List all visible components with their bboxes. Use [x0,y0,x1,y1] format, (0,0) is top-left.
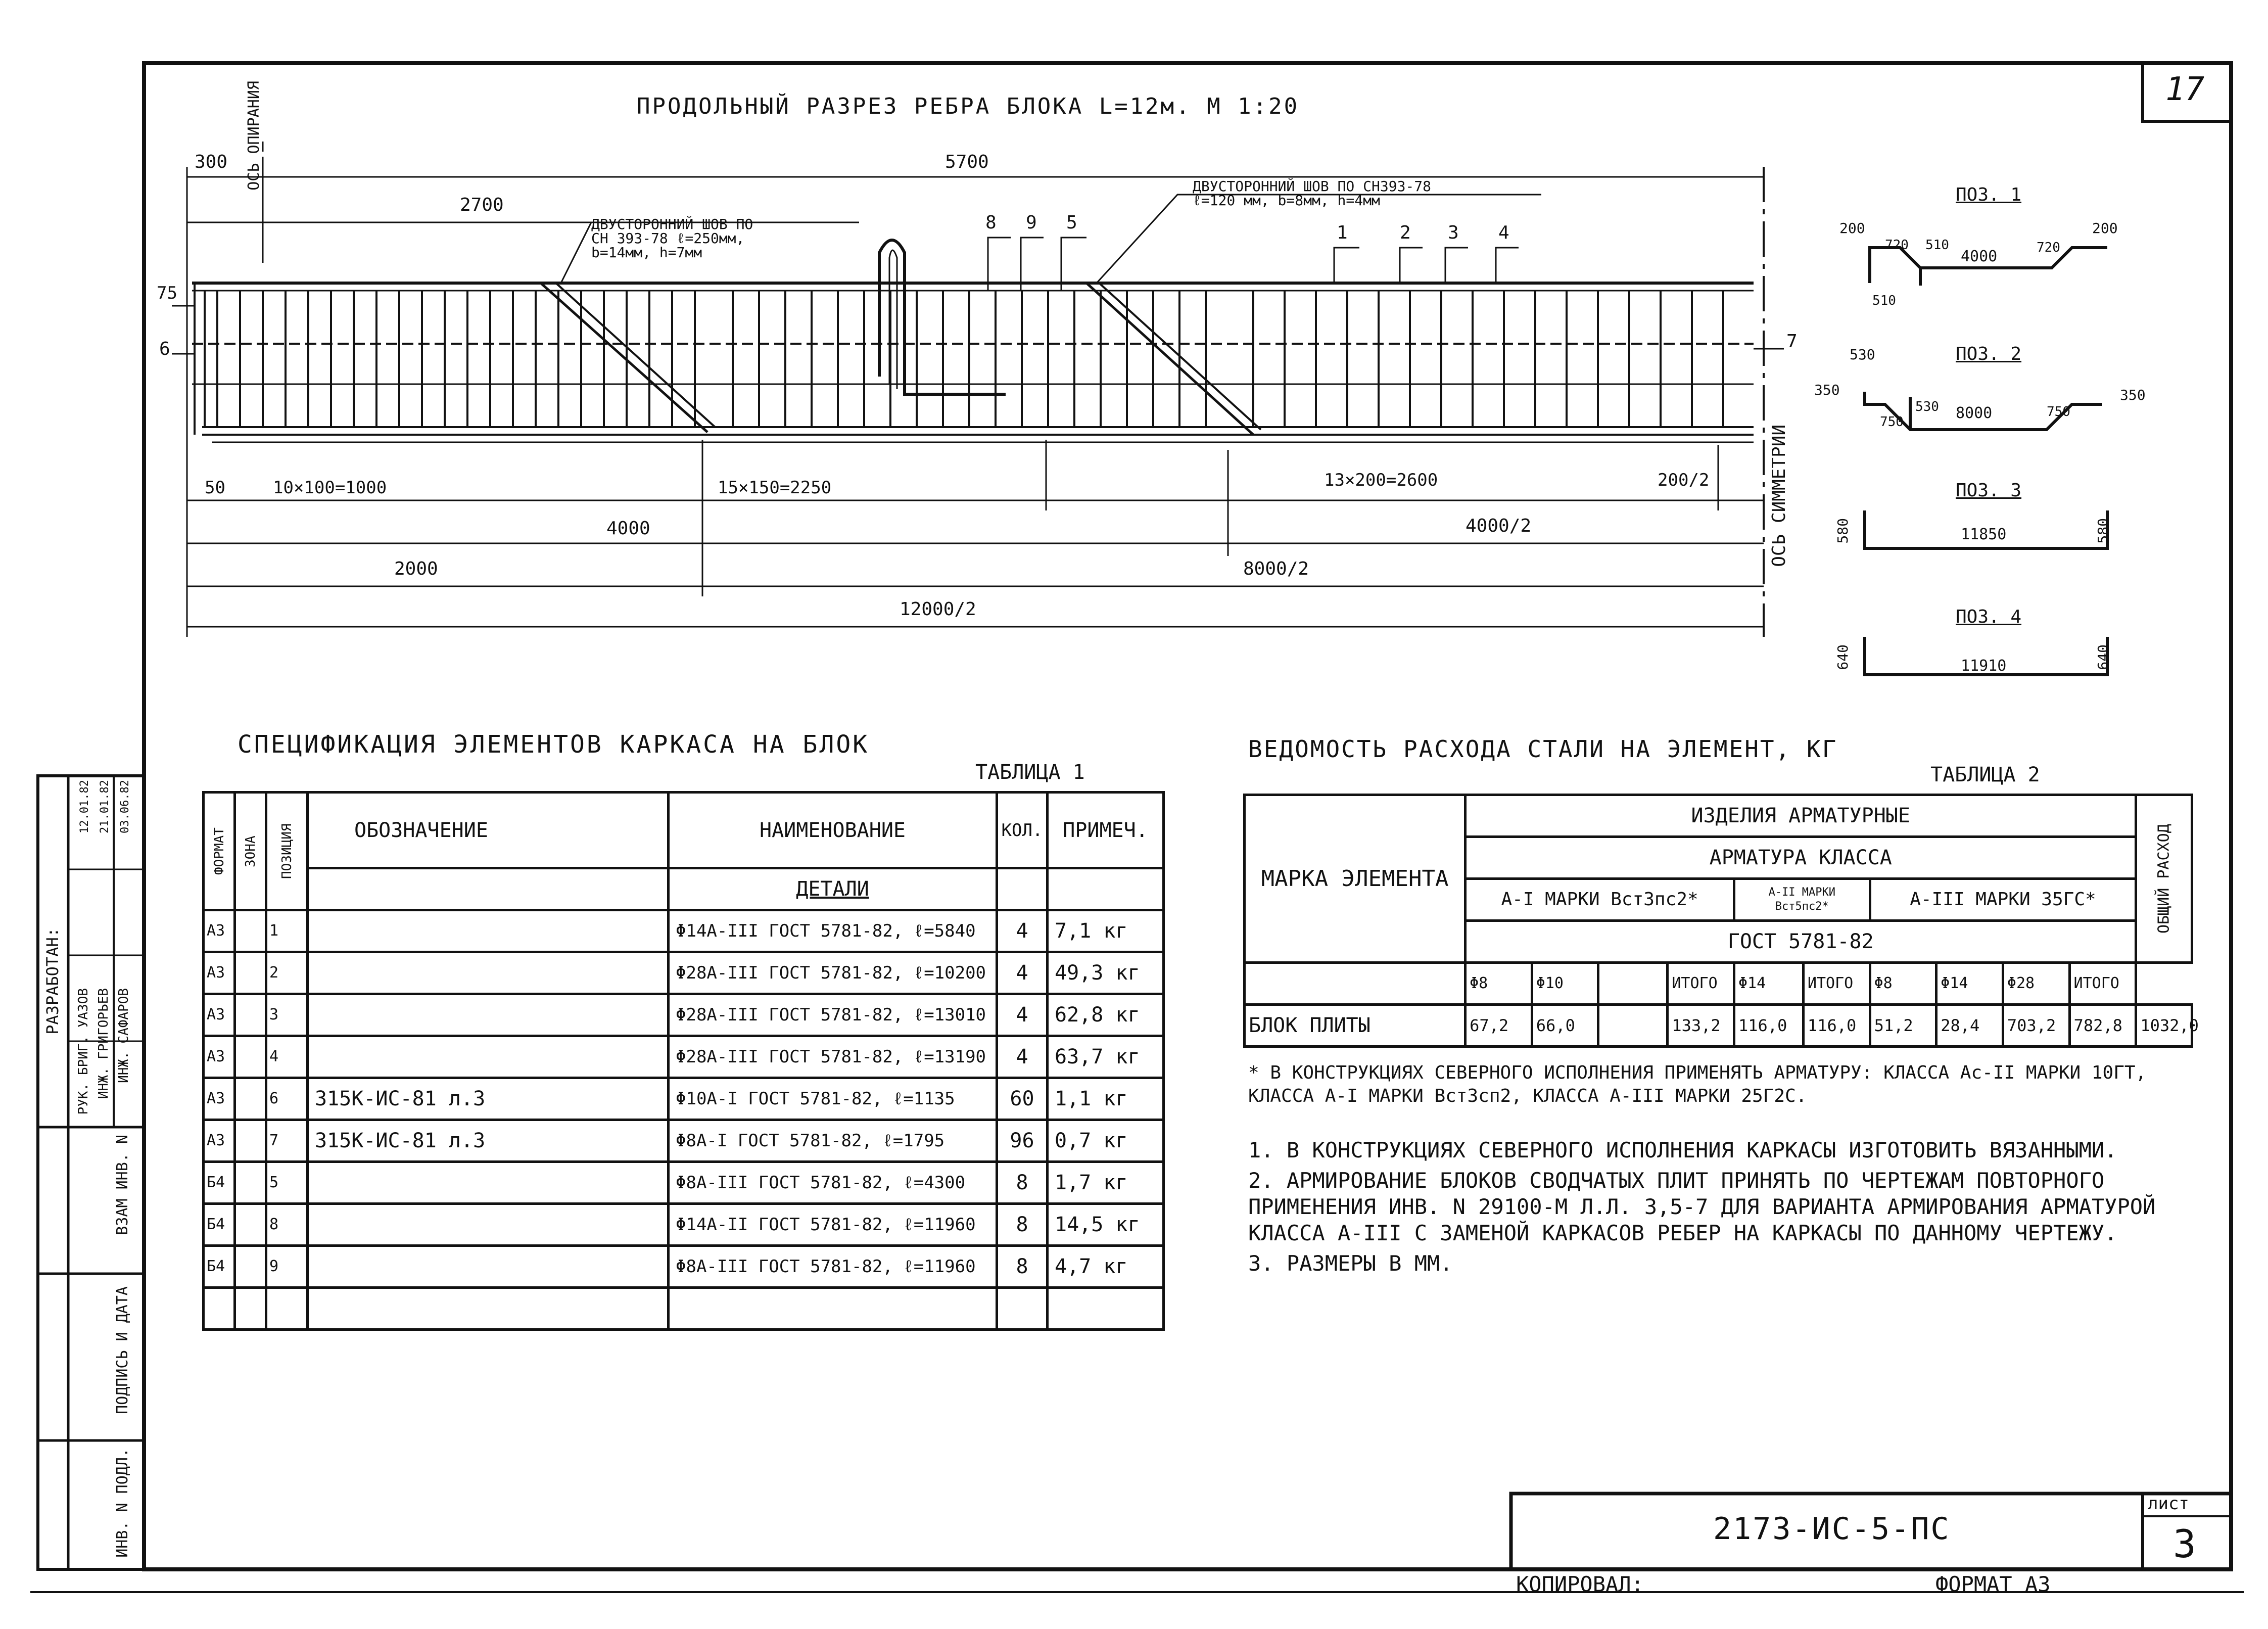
poz2-label-1: 530 [1850,346,1875,363]
table1-cell [308,994,669,1036]
table1-cell: 5 [266,1162,308,1204]
dim-10x100: 10×100=1000 [273,478,387,498]
document-code: 2173-ИС-5-ПС [1713,1511,1951,1547]
weld-left-line-2: СН 393-78 ℓ=250мм, [591,230,745,247]
table1-cell: 7 [266,1120,308,1162]
t2-sub-cell: Φ28 [2003,963,2069,1005]
table1-row [204,952,1164,994]
t2-row-value: 703,2 [2003,1005,2069,1047]
t1-head-name: НАИМЕНОВАНИЕ [669,793,997,868]
t2-sub-cell: Φ14 [1734,963,1804,1005]
dim-12000-2: 12000/2 [900,599,976,620]
table1-cell: Б4 [204,1162,235,1204]
poz2-label-5: 8000 [1956,404,1993,422]
dim-4000-2: 4000/2 [1466,516,1532,536]
stamp-field-original-inv: ИНВ. N ПОДЛ. [114,1448,131,1558]
t2-sub-cell: Φ8 [1870,963,1936,1005]
t2-row-value: 66,0 [1532,1005,1598,1047]
t2-sub-cell: ИТОГО [1668,963,1734,1005]
t2-row-value: 28,4 [1936,1005,2003,1047]
copied-by-label: КОПИРОВАЛ: [1516,1572,1644,1597]
table1-cell: 7,1 кг [1048,910,1164,952]
t2-row-value [1598,1005,1668,1047]
t1-section-empty-1 [308,868,669,910]
table1-cell [235,1162,266,1204]
mark-1: 1 [1337,222,1348,243]
table1-row [204,1162,1164,1204]
axis-symmetry-label: ОСЬ СИММЕТРИИ [1769,425,1789,567]
t2-sub-cell: ИТОГО [2069,963,2136,1005]
table1-cell [266,1288,308,1330]
poz3-title: ПОЗ. 3 [1956,480,2022,501]
t2-sub-cell: Φ10 [1532,963,1598,1005]
stamp-field-signature-date: ПОДПИСЬ И ДАТА [114,1286,131,1414]
t2-head-a1: А-I МАРКИ Вст3пс2* [1466,879,1734,921]
table1-cell [308,1162,669,1204]
table1-cell [669,1288,997,1330]
axis-support-label: ОСЬ ОПИРАНИЯ [245,81,263,191]
table1-cell: 14,5 кг [1048,1204,1164,1246]
section-title: ПРОДОЛЬНЫЙ РАЗРЕЗ РЕБРА БЛОКА L=12м. М 1:20 [637,94,1300,119]
table1-cell: 1 [266,910,308,952]
poz2-label-6: 750 [2047,404,2070,420]
footnote: * В КОНСТРУКЦИЯХ СЕВЕРНОГО ИСПОЛНЕНИЯ ПРИМЕНЯТЬ АРМАТУРУ: КЛАССА Ас-II МАРКИ 10ГТ, КЛАССА А-I МАРКИ Вст3сп2, КЛАССА А-III МАРКИ 25Г2С. [1248,1062,2147,1106]
table1-cell: 63,7 кг [1048,1036,1164,1078]
table1-cell: 4 [266,1036,308,1078]
t2-head-mark: МАРКА ЭЛЕМЕНТА [1245,795,1466,963]
t2-head-total: ОБЩИЙ РАСХОД [2136,795,2192,963]
note-3: 3. РАЗМЕРЫ В ММ. [1248,1251,1453,1276]
t2-row-value: 116,0 [1734,1005,1804,1047]
table1-cell: Φ10А-I ГОСТ 5781-82, ℓ=1135 [669,1078,997,1120]
t2-row-mark: БЛОК ПЛИТЫ [1245,1005,1466,1047]
list-label: лист [2148,1494,2189,1514]
poz3-label-3: 580 [2095,518,2111,544]
table1-cell: 8 [266,1204,308,1246]
poz2-label-7: 350 [2120,387,2146,403]
t1-head-format: ФОРМАТ [204,793,235,910]
table1-row [204,910,1164,952]
table1-cell: Φ28А-III ГОСТ 5781-82, ℓ=13010 [669,994,997,1036]
table1-cell [308,1036,669,1078]
table1-cell [235,1204,266,1246]
dim-200-2: 200/2 [1658,470,1710,490]
poz1-label-7: 510 [1872,293,1896,308]
table1-cell [235,910,266,952]
table1-cell: 4 [997,952,1048,994]
table1-cell: Φ14А-II ГОСТ 5781-82, ℓ=11960 [669,1204,997,1246]
table1-cell [308,910,669,952]
table1-cell: 4,7 кг [1048,1246,1164,1288]
stamp-field-replace-inv: ВЗАМ ИНВ. N [114,1135,131,1235]
table1-cell: 8 [997,1162,1048,1204]
list-number: 3 [2173,1521,2196,1566]
stamp-date-1: 12.01.82 [78,780,91,833]
table1-cell: Φ8А-I ГОСТ 5781-82, ℓ=1795 [669,1120,997,1162]
mark-7: 7 [1786,331,1798,352]
side-stamp [38,776,144,1569]
t2-sub-mark-empty [1245,963,1466,1005]
t2-sub-cell [1598,963,1668,1005]
t2-row-value: 782,8 [2069,1005,2136,1047]
dim-15x150: 15×150=2250 [718,478,832,498]
stamp-row-2: ИНЖ. ГРИГОРЬЕВ [96,988,111,1099]
table1-cell [235,1036,266,1078]
dim-2700: 2700 [460,195,504,215]
mark-6: 6 [159,339,170,359]
t2-head-class: АРМАТУРА КЛАССА [1466,837,2136,879]
t1-section-details: ДЕТАЛИ [669,868,997,910]
t2-sub-cell: Φ14 [1936,963,2003,1005]
table1-cell: Б4 [204,1204,235,1246]
poz2-title: ПОЗ. 2 [1956,344,2022,364]
t2-sub-cell: Φ8 [1466,963,1532,1005]
table1-cell: 315К-ИС-81 л.3 [308,1078,669,1120]
poz1-label-5: 720 [2037,240,2060,255]
mark-2: 2 [1400,222,1411,243]
dim-300: 300 [195,152,228,172]
weld-left-line-3: b=14мм, h=7мм [591,244,702,261]
note-2: 2. АРМИРОВАНИЕ БЛОКОВ СВОДЧАТЫХ ПЛИТ ПРИНЯТЬ ПО ЧЕРТЕЖАМ ПОВТОРНОГО ПРИМЕНЕНИЯ ИНВ. N 29100-М Л.Л. 3,5-7 ДЛЯ ВАРИАНТА АРМИРОВАНИЯ АРМАТУРОЙ КЛАССА А-III С ЗАМЕНОЙ КАРКАСОВ РЕБЕР НА КАРКАСЫ ПО ДАННОМУ ЧЕРТЕЖУ. [1248,1168,2156,1245]
t2-row-value: 116,0 [1803,1005,1870,1047]
table1-specification [202,791,1165,1331]
table1-cell: 1,1 кг [1048,1078,1164,1120]
poz1-label-3: 510 [1925,238,1949,253]
stamp-developed: РАЗРАБОТАН: [43,927,62,1035]
mark-4: 4 [1498,222,1509,243]
note-1: 1. В КОНСТРУКЦИЯХ СЕВЕРНОГО ИСПОЛНЕНИЯ КАРКАСЫ ИЗГОТОВИТЬ ВЯЗАННЫМИ. [1248,1138,2117,1162]
table1-body [204,910,1164,1330]
table1-cell: Φ28А-III ГОСТ 5781-82, ℓ=13190 [669,1036,997,1078]
table1-cell [997,1288,1048,1330]
table1-cell: 1,7 кг [1048,1162,1164,1204]
stamp-date-3: 03.06.82 [119,780,131,833]
table1-cell: 4 [997,994,1048,1036]
notes-block [1248,1137,2183,1277]
table1-cell: Φ8А-III ГОСТ 5781-82, ℓ=4300 [669,1162,997,1204]
t2-head-a2: А-II МАРКИ Вст5пс2* [1734,879,1870,921]
table1-cell: А3 [204,952,235,994]
table1-row [204,1288,1164,1330]
table1-cell: А3 [204,910,235,952]
stamp-row-1: РУК. БРИГ. УАЗОВ [76,988,91,1115]
table1-cell [235,1078,266,1120]
dim-50: 50 [205,478,225,498]
table1-cell: Б4 [204,1246,235,1288]
t2-row-value: 1032,0 [2136,1005,2192,1047]
mark-5: 5 [1066,212,1077,233]
table1-row [204,1036,1164,1078]
table1-row [204,994,1164,1036]
poz3-label-2: 11850 [1961,526,2007,543]
table1-cell [308,1204,669,1246]
table2-title: ВЕДОМОСТЬ РАСХОДА СТАЛИ НА ЭЛЕМЕНТ, КГ [1248,735,1838,763]
dim-2000: 2000 [394,558,438,579]
table1-cell: 96 [997,1120,1048,1162]
table1-row [204,1120,1164,1162]
poz4-label-1: 640 [1834,644,1851,670]
poz1-label-1: 200 [1839,220,1865,237]
table1-cell [308,1288,669,1330]
table1-cell: А3 [204,1120,235,1162]
weld-right-line-2: ℓ=120 мм, b=8мм, h=4мм [1193,192,1380,209]
table1-cell: 2 [266,952,308,994]
table1-cell: Φ14А-III ГОСТ 5781-82, ℓ=5840 [669,910,997,952]
t2-data-row [1245,1005,2192,1047]
table1-cell [235,952,266,994]
poz4-label-2: 11910 [1961,657,2007,675]
dim-8000-2: 8000/2 [1243,558,1309,579]
weld-left-line-1: ДВУСТОРОННИЙ ШОВ ПО [591,216,753,232]
t2-head-gost: ГОСТ 5781-82 [1466,921,2136,963]
poz2-label-3: 750 [1880,414,1904,430]
weld-note-right [1193,179,1431,208]
t1-head-position: ПОЗИЦИЯ [266,793,308,910]
t2-head-products: ИЗДЕЛИЯ АРМАТУРНЫЕ [1466,795,2136,837]
t1-head-qty: КОЛ. [997,793,1048,868]
t2-row-value: 67,2 [1466,1005,1532,1047]
weld-right-line-1: ДВУСТОРОННИЙ ШОВ ПО СН393-78 [1193,178,1432,195]
dim-75: 75 [157,283,177,303]
poz1-label-2: 720 [1885,238,1909,253]
table1-cell: 315К-ИС-81 л.3 [308,1120,669,1162]
table1-cell: А3 [204,1036,235,1078]
mark-8: 8 [985,212,997,233]
table1-label: ТАБЛИЦА 1 [975,761,1085,784]
t2-head-a3: А-III МАРКИ 35ГС* [1870,879,2136,921]
table1-row [204,1246,1164,1288]
table1-cell: 0,7 кг [1048,1120,1164,1162]
table1-cell [235,1246,266,1288]
poz2-label-4: 530 [1915,399,1939,414]
t1-head-zone: ЗОНА [235,793,266,910]
poz2-label-2: 350 [1814,382,1840,398]
poz4-title: ПОЗ. 4 [1956,607,2022,627]
table1-cell: А3 [204,1078,235,1120]
t1-head-designation: ОБОЗНАЧЕНИЕ [308,793,669,868]
table1-cell: А3 [204,994,235,1036]
table1-title: СПЕЦИФИКАЦИЯ ЭЛЕМЕНТОВ КАРКАСА НА БЛОК [238,730,870,759]
table1-cell: 62,8 кг [1048,994,1164,1036]
weld-note-left [591,217,753,260]
mark-9: 9 [1026,212,1037,233]
table1-cell: 4 [997,1036,1048,1078]
poz1-label-6: 200 [2092,220,2118,237]
dim-5700: 5700 [945,152,989,172]
t1-head-note: ПРИМЕЧ. [1048,793,1164,868]
table1-cell: 49,3 кг [1048,952,1164,994]
dim-4000: 4000 [606,518,650,539]
table1-cell: Φ28А-III ГОСТ 5781-82, ℓ=10200 [669,952,997,994]
table1-cell: 8 [997,1246,1048,1288]
table1-cell: 9 [266,1246,308,1288]
table1-cell [1048,1288,1164,1330]
table2-steel-consumption [1243,794,2199,1048]
stamp-date-2: 21.01.82 [99,780,111,833]
table1-cell: 8 [997,1204,1048,1246]
table1-cell: Φ8А-III ГОСТ 5781-82, ℓ=11960 [669,1246,997,1288]
table1-cell [235,994,266,1036]
t2-row-value: 51,2 [1870,1005,1936,1047]
table1-cell [235,1120,266,1162]
format-label: ФОРМАТ А3 [1935,1572,2051,1597]
table1-cell [308,952,669,994]
dim-13x200: 13×200=2600 [1324,470,1438,490]
table1-cell [235,1288,266,1330]
mark-3: 3 [1448,222,1459,243]
table1-row [204,1204,1164,1246]
table2-label: ТАБЛИЦА 2 [1930,763,2040,786]
t2-row-value: 133,2 [1668,1005,1734,1047]
t1-section-empty-2 [997,868,1048,910]
t2-subheader-row [1245,963,2192,1005]
poz4-label-3: 640 [2095,644,2111,670]
table1-row [204,1078,1164,1120]
table1-cell: 6 [266,1078,308,1120]
poz1-title: ПОЗ. 1 [1956,184,2022,205]
poz3-label-1: 580 [1834,518,1851,544]
table1-cell [204,1288,235,1330]
t2-sub-cell: ИТОГО [1803,963,1870,1005]
corner-sheet-number: 17 [2165,71,2205,108]
stamp-row-3: ИНЖ. САФАРОВ [116,988,131,1083]
table1-cell: 4 [997,910,1048,952]
table1-cell [308,1246,669,1288]
poz1-label-4: 4000 [1961,248,1998,265]
t1-section-empty-3 [1048,868,1164,910]
table1-cell: 60 [997,1078,1048,1120]
table1-cell: 3 [266,994,308,1036]
